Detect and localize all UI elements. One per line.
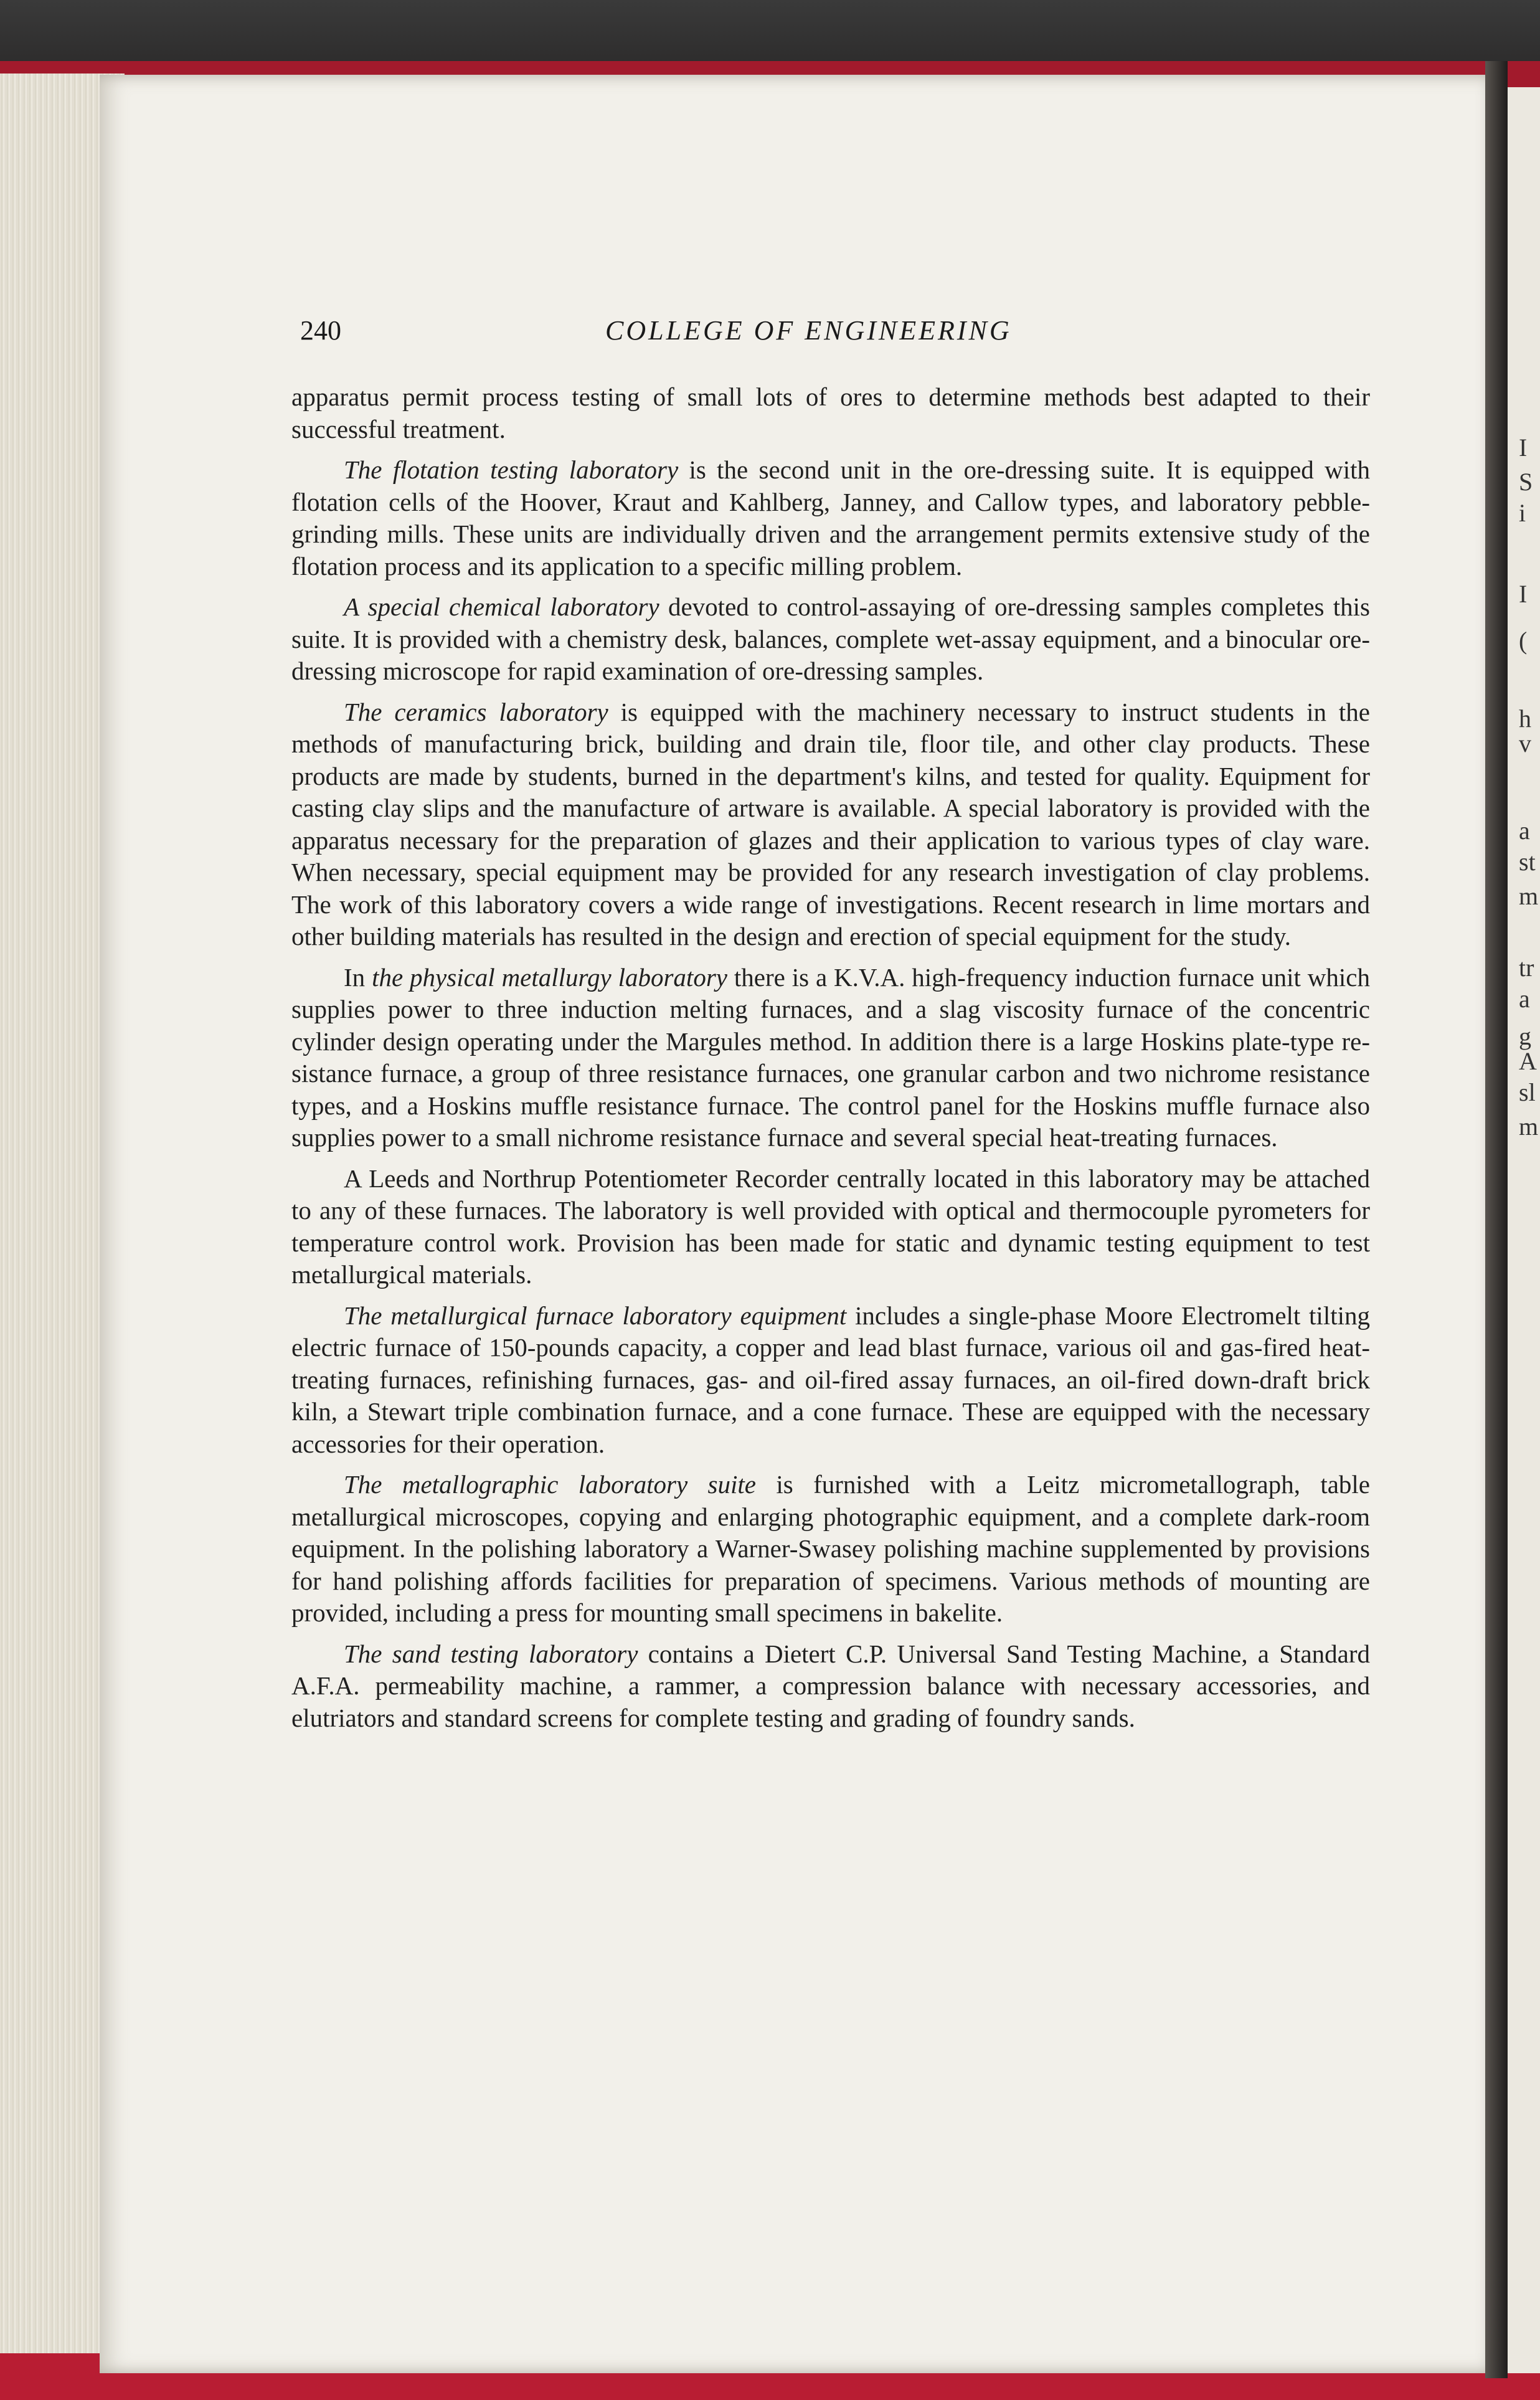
paragraph-lead: The sand testing laboratory: [344, 1639, 638, 1668]
paragraph: [291, 1469, 1370, 1629]
paragraph: [291, 1163, 1370, 1291]
paragraph-lead: The metallurgical furnace laboratory equipment: [344, 1301, 847, 1330]
adjacent-text-fragment: st: [1519, 848, 1536, 876]
paragraph-text: is the second unit in the ore-dressing suite. It is equipped with flotation cells of the Hoover, Kraut and Kahlberg, Janney, and Callow types, and laboratory pebble-grinding mills. These units are individually driven and the arrangement permits extensive study of the flotation process and its application to a specific milling problem.: [291, 455, 1370, 581]
adjacent-text-fragment: I: [1519, 580, 1528, 608]
adjacent-text-fragment: A: [1519, 1047, 1537, 1075]
page-number: 240: [300, 315, 341, 346]
paragraph: [291, 1300, 1370, 1461]
paragraph-text: there is a K.V.A. high-frequency induction furnace unit which supplies power to three induction melting furnaces, and a slag viscosity furnace of the concentric cylinder design operating under the Margules method. In addition there is a large Hoskins plate-type resistance furnace, a group of three resistance furnaces, one granular carbon and two nichrome resistance types, and a Hoskins muffle resistance furnace. The control panel for the Hoskins muffle furnace also supplies power to a small nichrome resistance furnace and several special heat-treating furnaces.: [291, 962, 1371, 1152]
adjacent-text-fragment: a: [1519, 817, 1530, 845]
paragraph-text: contains a Dietert C.P. Universal Sand Testing Machine, a Standard A.F.A. permeability machine, a rammer, a compression balance with necessary accessories, and elutriators and standard screens for complete testing and grading of foundry sands.: [291, 1639, 1370, 1732]
paragraph-text: apparatus permit process testing of small lots of ores to determine methods best adapted to their successful treatment.: [291, 382, 1370, 443]
adjacent-text-fragment: tr: [1519, 954, 1534, 982]
adjacent-text-fragment: h: [1519, 704, 1531, 733]
running-title: COLLEGE OF ENGINEERING: [605, 315, 1012, 346]
adjacent-text-fragment: g: [1519, 1022, 1531, 1050]
paragraph-lead: The metallographic laboratory suite: [344, 1470, 756, 1499]
book-gutter: [1485, 61, 1508, 2378]
adjacent-text-fragment: a: [1519, 985, 1530, 1013]
paragraph: [291, 1638, 1370, 1735]
adjacent-text-fragment: m: [1519, 1112, 1539, 1141]
paragraph-pre: In: [344, 962, 372, 992]
paragraph-text: devoted to control-assaying of ore-dressing samples completes this suite. It is provided with a chemistry desk, balances, complete wet-assay equipment, and a binocular ore-dressing microscope for rapid examination of ore-dressing samples.: [291, 592, 1371, 685]
paragraph: [291, 962, 1370, 1154]
adjacent-text-fragment: v: [1519, 729, 1531, 757]
paragraph-lead: The flotation testing laboratory: [344, 455, 679, 484]
paragraph: [291, 454, 1370, 582]
background-top: [0, 0, 1540, 62]
body-text: [291, 381, 1370, 1743]
adjacent-page-sliver: [1508, 87, 1540, 2373]
adjacent-text-fragment: I: [1519, 434, 1528, 462]
paragraph: [291, 696, 1370, 953]
paragraph-lead: the physical metallurgy laboratory: [372, 962, 727, 992]
adjacent-text-fragment: m: [1519, 882, 1539, 910]
paragraph-text: includes a single-phase Moore Electromelt tilting electric furnace of 150-pounds capacity, a copper and lead blast furnace, various oil and gas-fired heat-treating furnaces, refinishing furnaces, gas- and oil-fired assay furnaces, an oil-fired down-draft brick kiln, a Stewart triple combination furnace, and a cone furnace. These are equipped with the necessary accessories for their operation.: [291, 1301, 1370, 1458]
running-header: [300, 315, 1371, 352]
adjacent-text-fragment: S: [1519, 468, 1533, 496]
paragraph-text: A Leeds and Northrup Potentiometer Recorder centrally located in this laboratory may be attached to any of these furnaces. The laboratory is well provided with optical and thermocouple pyrometers for temperature control work. Provision has been made for static and dynamic testing equipment to test metallurgical materials.: [291, 1164, 1370, 1289]
paragraph-lead: A special chemical laboratory: [344, 592, 659, 621]
paragraph: [291, 591, 1370, 688]
paragraph-lead: The ceramics laboratory: [344, 697, 608, 726]
paragraph-text: is furnished with a Leitz micrometallograph, table metallurgical microscopes, copying and enlarging photographic equipment, and a complete dark-room equipment. In the polishing laboratory a Warner-Swasey polishing machine supplemented by provisions for hand polishing affords facilities for preparation of specimens. Various methods of mounting are provided, including a press for mounting small specimens in bakelite.: [291, 1470, 1370, 1627]
adjacent-text-fragment: i: [1519, 499, 1526, 527]
paragraph: [291, 381, 1370, 445]
paragraph-text: is equipped with the machinery necessary to instruct students in the methods of manufacturing brick, building and drain tile, floor tile, and other clay products. These products are made by students, burned in the department's kilns, and tested for quality. Equipment for casting clay slips and the manufacture of artware is available. A special laboratory is provided with the apparatus necessary for the preparation of glazes and their application to various types of clay ware. When necessary, special equipment may be provided for any research investigation of clay problems. The work of this laboratory covers a wide range of investigations. Recent research in lime mortars and other building materials has resulted in the design and erection of special equipment for the study.: [291, 697, 1370, 951]
adjacent-text-fragment: sl: [1519, 1078, 1536, 1106]
adjacent-text-fragment: (: [1519, 627, 1528, 655]
